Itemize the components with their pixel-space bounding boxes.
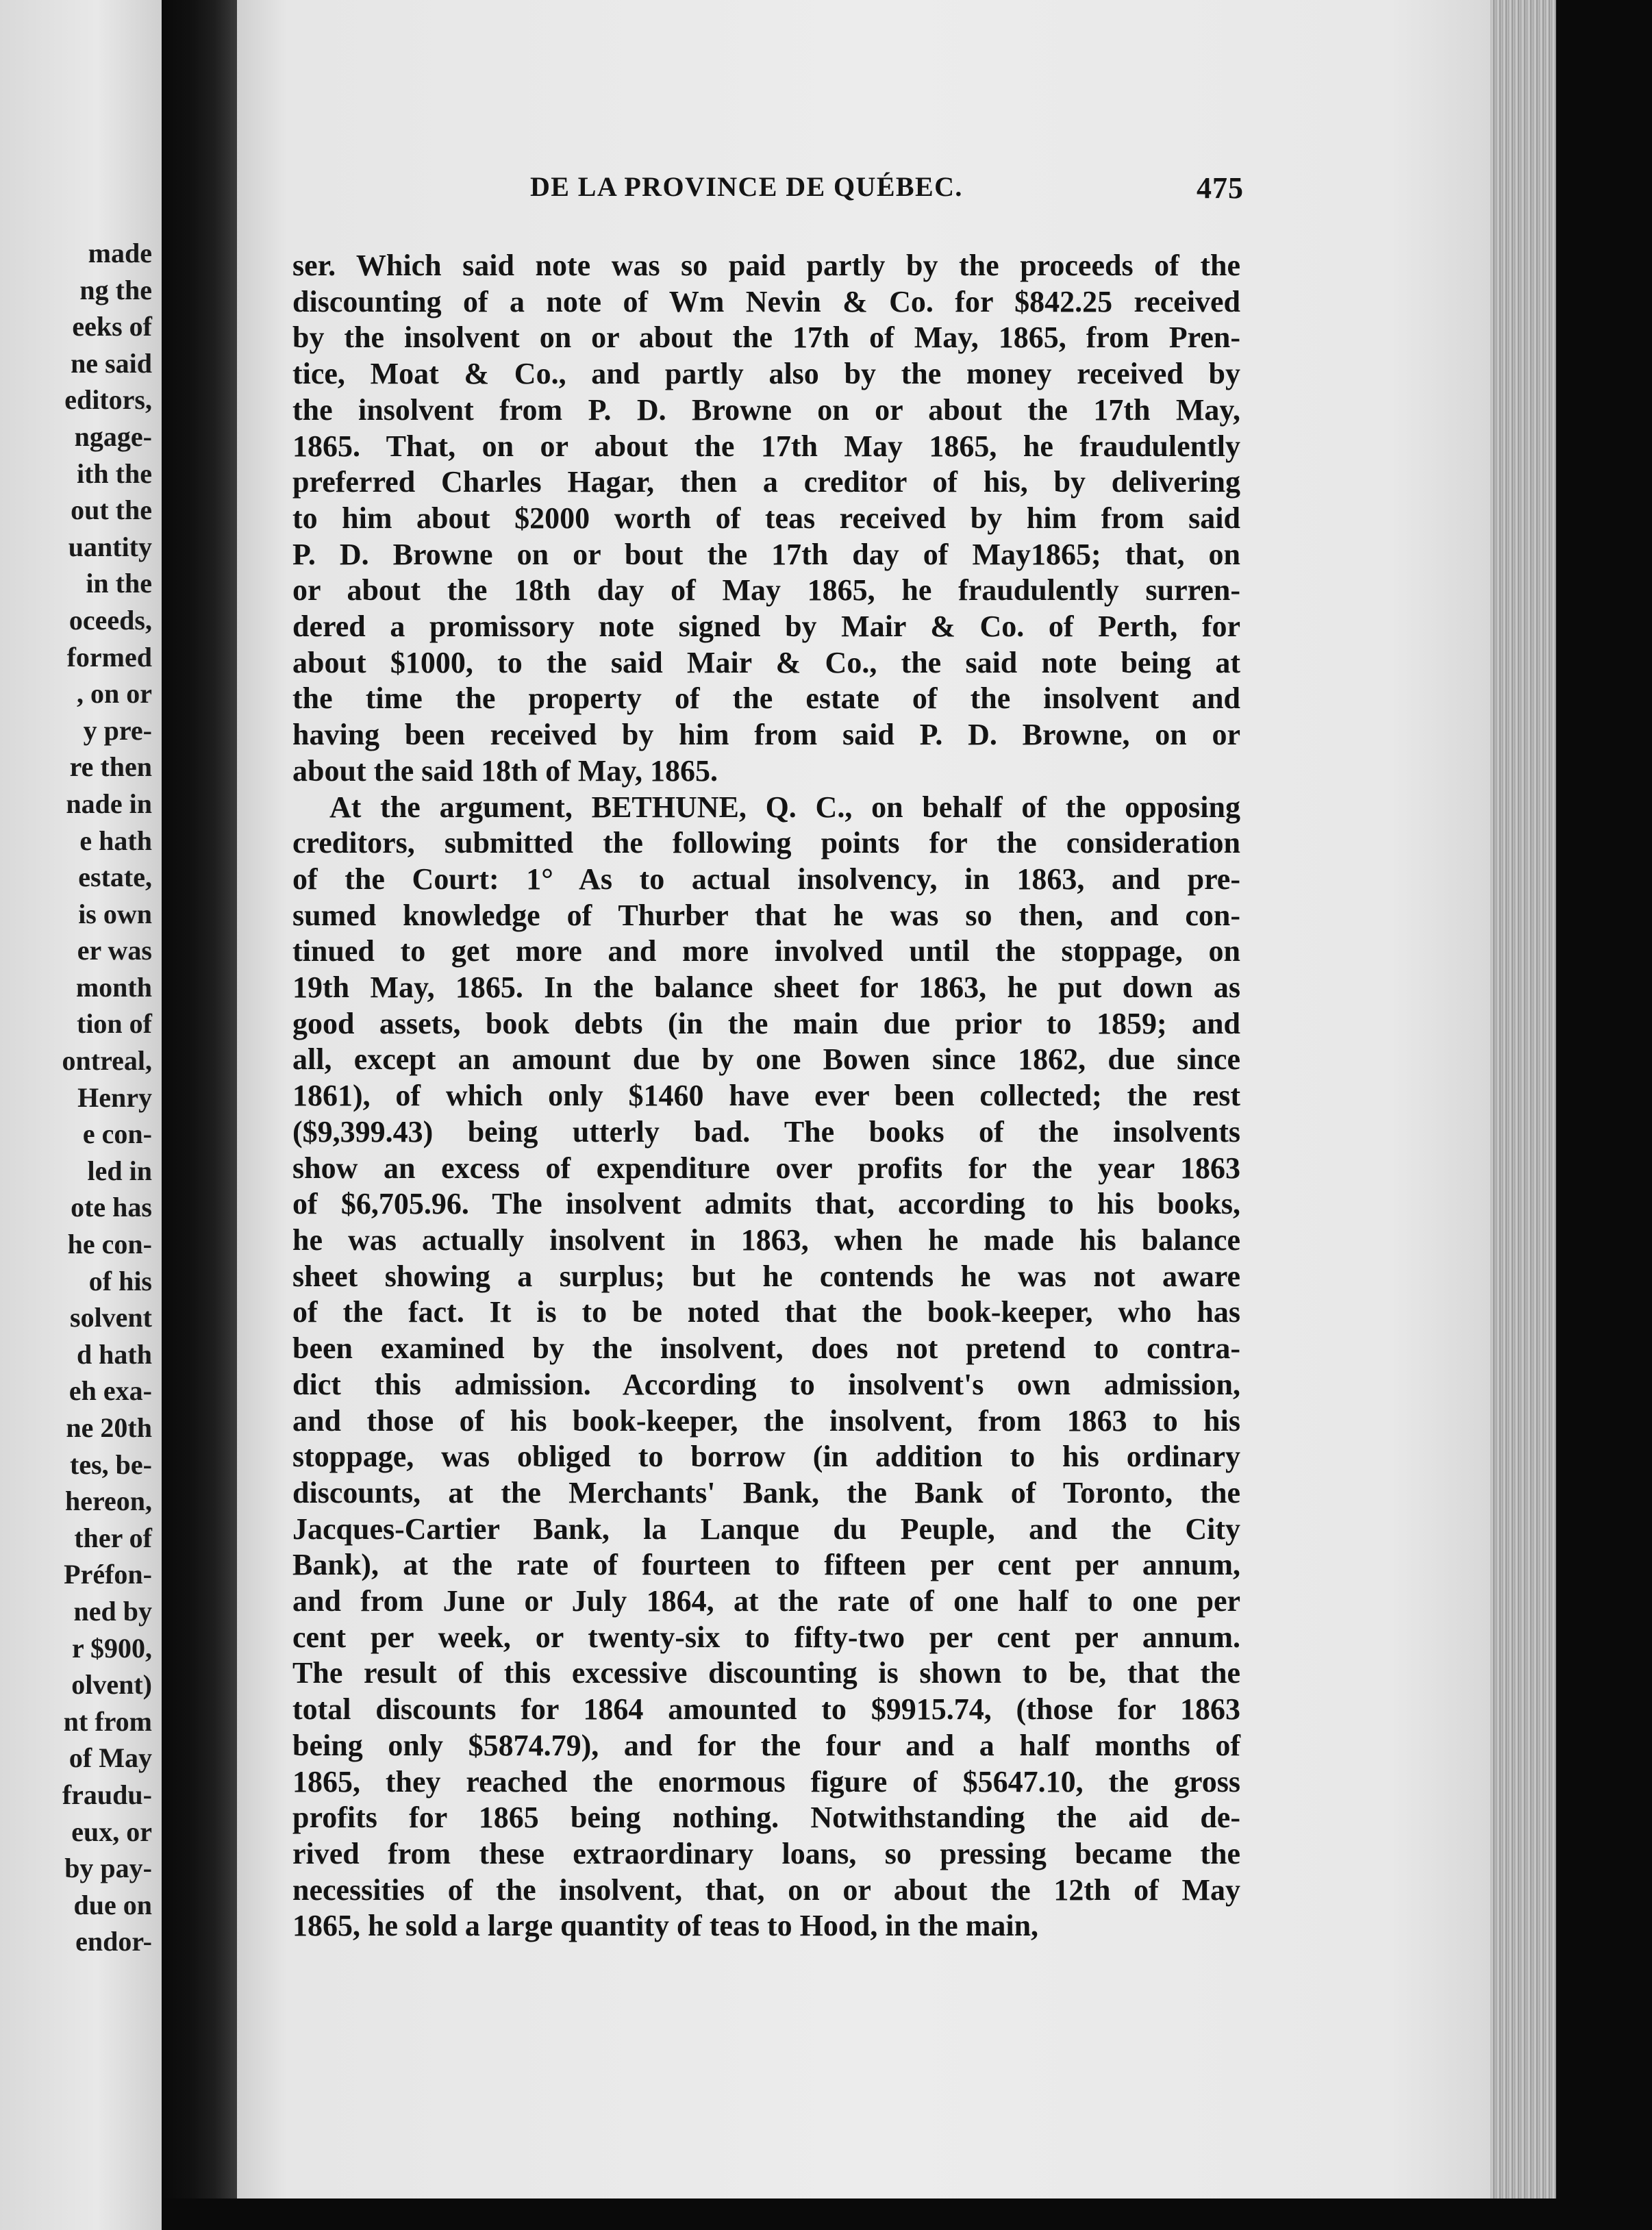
text-line: and those of his book-keeper, the insolvent, from 1863 to his [292, 1403, 1240, 1438]
scan-background-bottom [162, 2198, 1652, 2230]
running-head: DE LA PROVINCE DE QUÉBEC. [530, 171, 963, 202]
previous-page-edge [0, 0, 162, 2230]
body-text [292, 248, 1240, 1944]
previous-page-fragment: ne 20th [66, 1412, 152, 1443]
text-line: sumed knowledge of Thurber that he was so then, and con- [292, 898, 1240, 932]
text-line: been examined by the insolvent, does not pretend to contra- [292, 1331, 1240, 1366]
previous-page-fragment: by pay- [64, 1853, 152, 1884]
text-line: stoppage, was obliged to borrow (in addition to his ordinary [292, 1440, 1240, 1474]
previous-page-fragment: tion of [77, 1008, 152, 1040]
text-line: Bank), at the rate of fourteen to fifteen per cent per annum, [292, 1548, 1240, 1582]
previous-page-fragment: d hath [76, 1338, 152, 1370]
text-line: 1865, he sold a large quantity of teas to Hood, in the main, [292, 1909, 1039, 1943]
previous-page-fragment: ng the [79, 274, 152, 305]
text-line: good assets, book debts (in the main due prior to 1859; and [292, 1006, 1240, 1040]
previous-page-fragment: formed [66, 641, 152, 673]
text-line: total discounts for 1864 amounted to $9915.74, (those for 1863 [292, 1692, 1240, 1727]
previous-page-fragment: tes, be- [70, 1449, 152, 1480]
previous-page-fragment: solvent [70, 1302, 152, 1333]
text-line: to him about $2000 worth of teas received by him from said [292, 501, 1240, 535]
previous-page-fragment: olvent) [71, 1669, 152, 1701]
previous-page-fragment: endor- [75, 1926, 152, 1957]
previous-page-fragment: due on [73, 1889, 152, 1920]
text-line: 1861), of which only $1460 have ever been collected; the rest [292, 1079, 1240, 1113]
text-line: tinued to get more and more involved until the stoppage, on [292, 934, 1240, 968]
previous-page-fragment: estate, [78, 862, 152, 893]
previous-page-fragment: out the [71, 494, 152, 526]
page-edges [1490, 0, 1556, 2198]
previous-page-fragment: hereon, [64, 1486, 152, 1517]
text-line: of the Court: 1° As to actual insolvency, in 1863, and pre- [292, 862, 1240, 896]
previous-page-fragment: he con- [67, 1229, 152, 1260]
text-line: creditors, submitted the following points for the consideration [292, 826, 1240, 860]
text-line: the insolvent from P. D. Browne on or about the 17th May, [292, 392, 1240, 427]
text-line: The result of this excessive discounting is shown to be, that the [292, 1656, 1240, 1690]
text-line: he was actually insolvent in 1863, when he made his balance [292, 1223, 1240, 1257]
scan-background-right [1556, 0, 1652, 2230]
previous-page-fragment: re then [69, 751, 152, 783]
previous-page-text-fragments [0, 235, 152, 1960]
previous-page-fragment: nt from [63, 1705, 152, 1737]
previous-page-fragment: eeks of [72, 311, 152, 342]
previous-page-fragment: ith the [77, 458, 152, 489]
previous-page-fragment: oceeds, [68, 604, 152, 636]
text-line: 1865. That, on or about the 17th May 1865, he fraudulently [292, 429, 1240, 463]
text-line: rived from these extraordinary loans, so pressing became the [292, 1836, 1240, 1870]
text-line: having been received by him from said P. D. Browne, on or [292, 718, 1240, 752]
text-line: necessities of the insolvent, that, on or about the 12th of May [292, 1872, 1240, 1907]
previous-page-fragment: ned by [73, 1595, 152, 1627]
previous-page-fragment: ote has [71, 1192, 152, 1223]
previous-page-fragment: , on or [77, 678, 152, 710]
page-header [530, 171, 1244, 212]
text-line: Jacques-Cartier Bank, la Lanque du Peuple, and the City [292, 1512, 1240, 1546]
previous-page-fragment: led in [87, 1155, 152, 1186]
text-line: sheet showing a surplus; but he contends he was not aware [292, 1259, 1240, 1293]
text-line: dict this admission. According to insolvent's own admission, [292, 1367, 1240, 1401]
text-line: show an excess of expenditure over profits for the year 1863 [292, 1151, 1240, 1185]
previous-page-fragment: y pre- [83, 714, 152, 746]
text-line: all, except an amount due by one Bowen since 1862, due since [292, 1042, 1240, 1077]
previous-page-fragment: editors, [64, 384, 152, 416]
text-line: profits for 1865 being nothing. Notwithstanding the aid de- [292, 1801, 1240, 1835]
text-line: of the fact. It is to be noted that the book-keeper, who has [292, 1295, 1240, 1329]
previous-page-fragment: of May [68, 1742, 152, 1774]
previous-page-fragment: ontreal, [62, 1045, 152, 1077]
previous-page-fragment: ne said [71, 347, 152, 379]
previous-page-fragment: ngage- [74, 421, 152, 452]
previous-page-fragment: e con- [82, 1118, 152, 1150]
text-line: about $1000, to the said Mair & Co., the said note being at [292, 645, 1240, 679]
text-line: cent per week, or twenty-six to fifty-two per cent per annum. [292, 1620, 1240, 1654]
text-line: by the insolvent on or about the 17th of May, 1865, from Pren- [292, 321, 1240, 355]
text-line: P. D. Browne on or bout the 17th day of May1865; that, on [292, 537, 1240, 571]
text-line: discounting of a note of Wm Nevin & Co. for $842.25 received [292, 284, 1240, 318]
previous-page-fragment: is own [78, 898, 152, 929]
text-line: discounts, at the Merchants' Bank, the Bank of Toronto, the [292, 1475, 1240, 1509]
previous-page-fragment: uantity [68, 531, 152, 562]
text-line: tice, Moat & Co., and partly also by the money received by [292, 357, 1240, 391]
text-line: of $6,705.96. The insolvent admits that, according to his books, [292, 1187, 1240, 1221]
text-line: the time the property of the estate of the insolvent and [292, 681, 1240, 716]
text-line: At the argument, BETHUNE, Q. C., on behalf of the opposing [329, 790, 1240, 824]
previous-page-fragment: eux, or [71, 1816, 152, 1847]
binding-gutter [162, 0, 237, 2230]
text-line: preferred Charles Hagar, then a creditor of his, by delivering [292, 465, 1240, 499]
text-line: 19th May, 1865. In the balance sheet for 1863, he put down as [292, 970, 1240, 1005]
previous-page-fragment: fraudu- [62, 1779, 152, 1810]
page-number: 475 [1197, 171, 1244, 205]
text-line: being only $5874.79), and for the four and a half months of [292, 1728, 1240, 1762]
previous-page-fragment: er was [77, 935, 152, 966]
previous-page-fragment: of his [88, 1265, 152, 1296]
text-line: ($9,399.43) being utterly bad. The books of the insolvents [292, 1114, 1240, 1149]
text-line: and from June or July 1864, at the rate of one half to one per [292, 1584, 1240, 1618]
previous-page-fragment: e hath [79, 825, 152, 856]
previous-page-fragment: month [75, 971, 152, 1003]
previous-page-fragment: ther of [74, 1522, 152, 1553]
text-line: about the said 18th of May, 1865. [292, 753, 718, 788]
previous-page-fragment: Henry [77, 1081, 152, 1113]
previous-page-fragment: r $900, [71, 1632, 152, 1664]
text-line: ser. Which said note was so paid partly by the proceeds of the [292, 249, 1240, 282]
previous-page-fragment: nade in [66, 788, 152, 819]
previous-page-fragment: in the [86, 568, 152, 599]
text-line: 1865, they reached the enormous figure of $5647.10, the gross [292, 1764, 1240, 1799]
previous-page-fragment: made [88, 238, 152, 268]
previous-page-fragment: eh exa- [68, 1375, 152, 1407]
text-line: dered a promissory note signed by Mair & Co. of Perth, for [292, 610, 1240, 644]
text-line: or about the 18th day of May 1865, he fraudulently surren- [292, 573, 1240, 607]
previous-page-fragment: Préfon- [64, 1559, 152, 1590]
